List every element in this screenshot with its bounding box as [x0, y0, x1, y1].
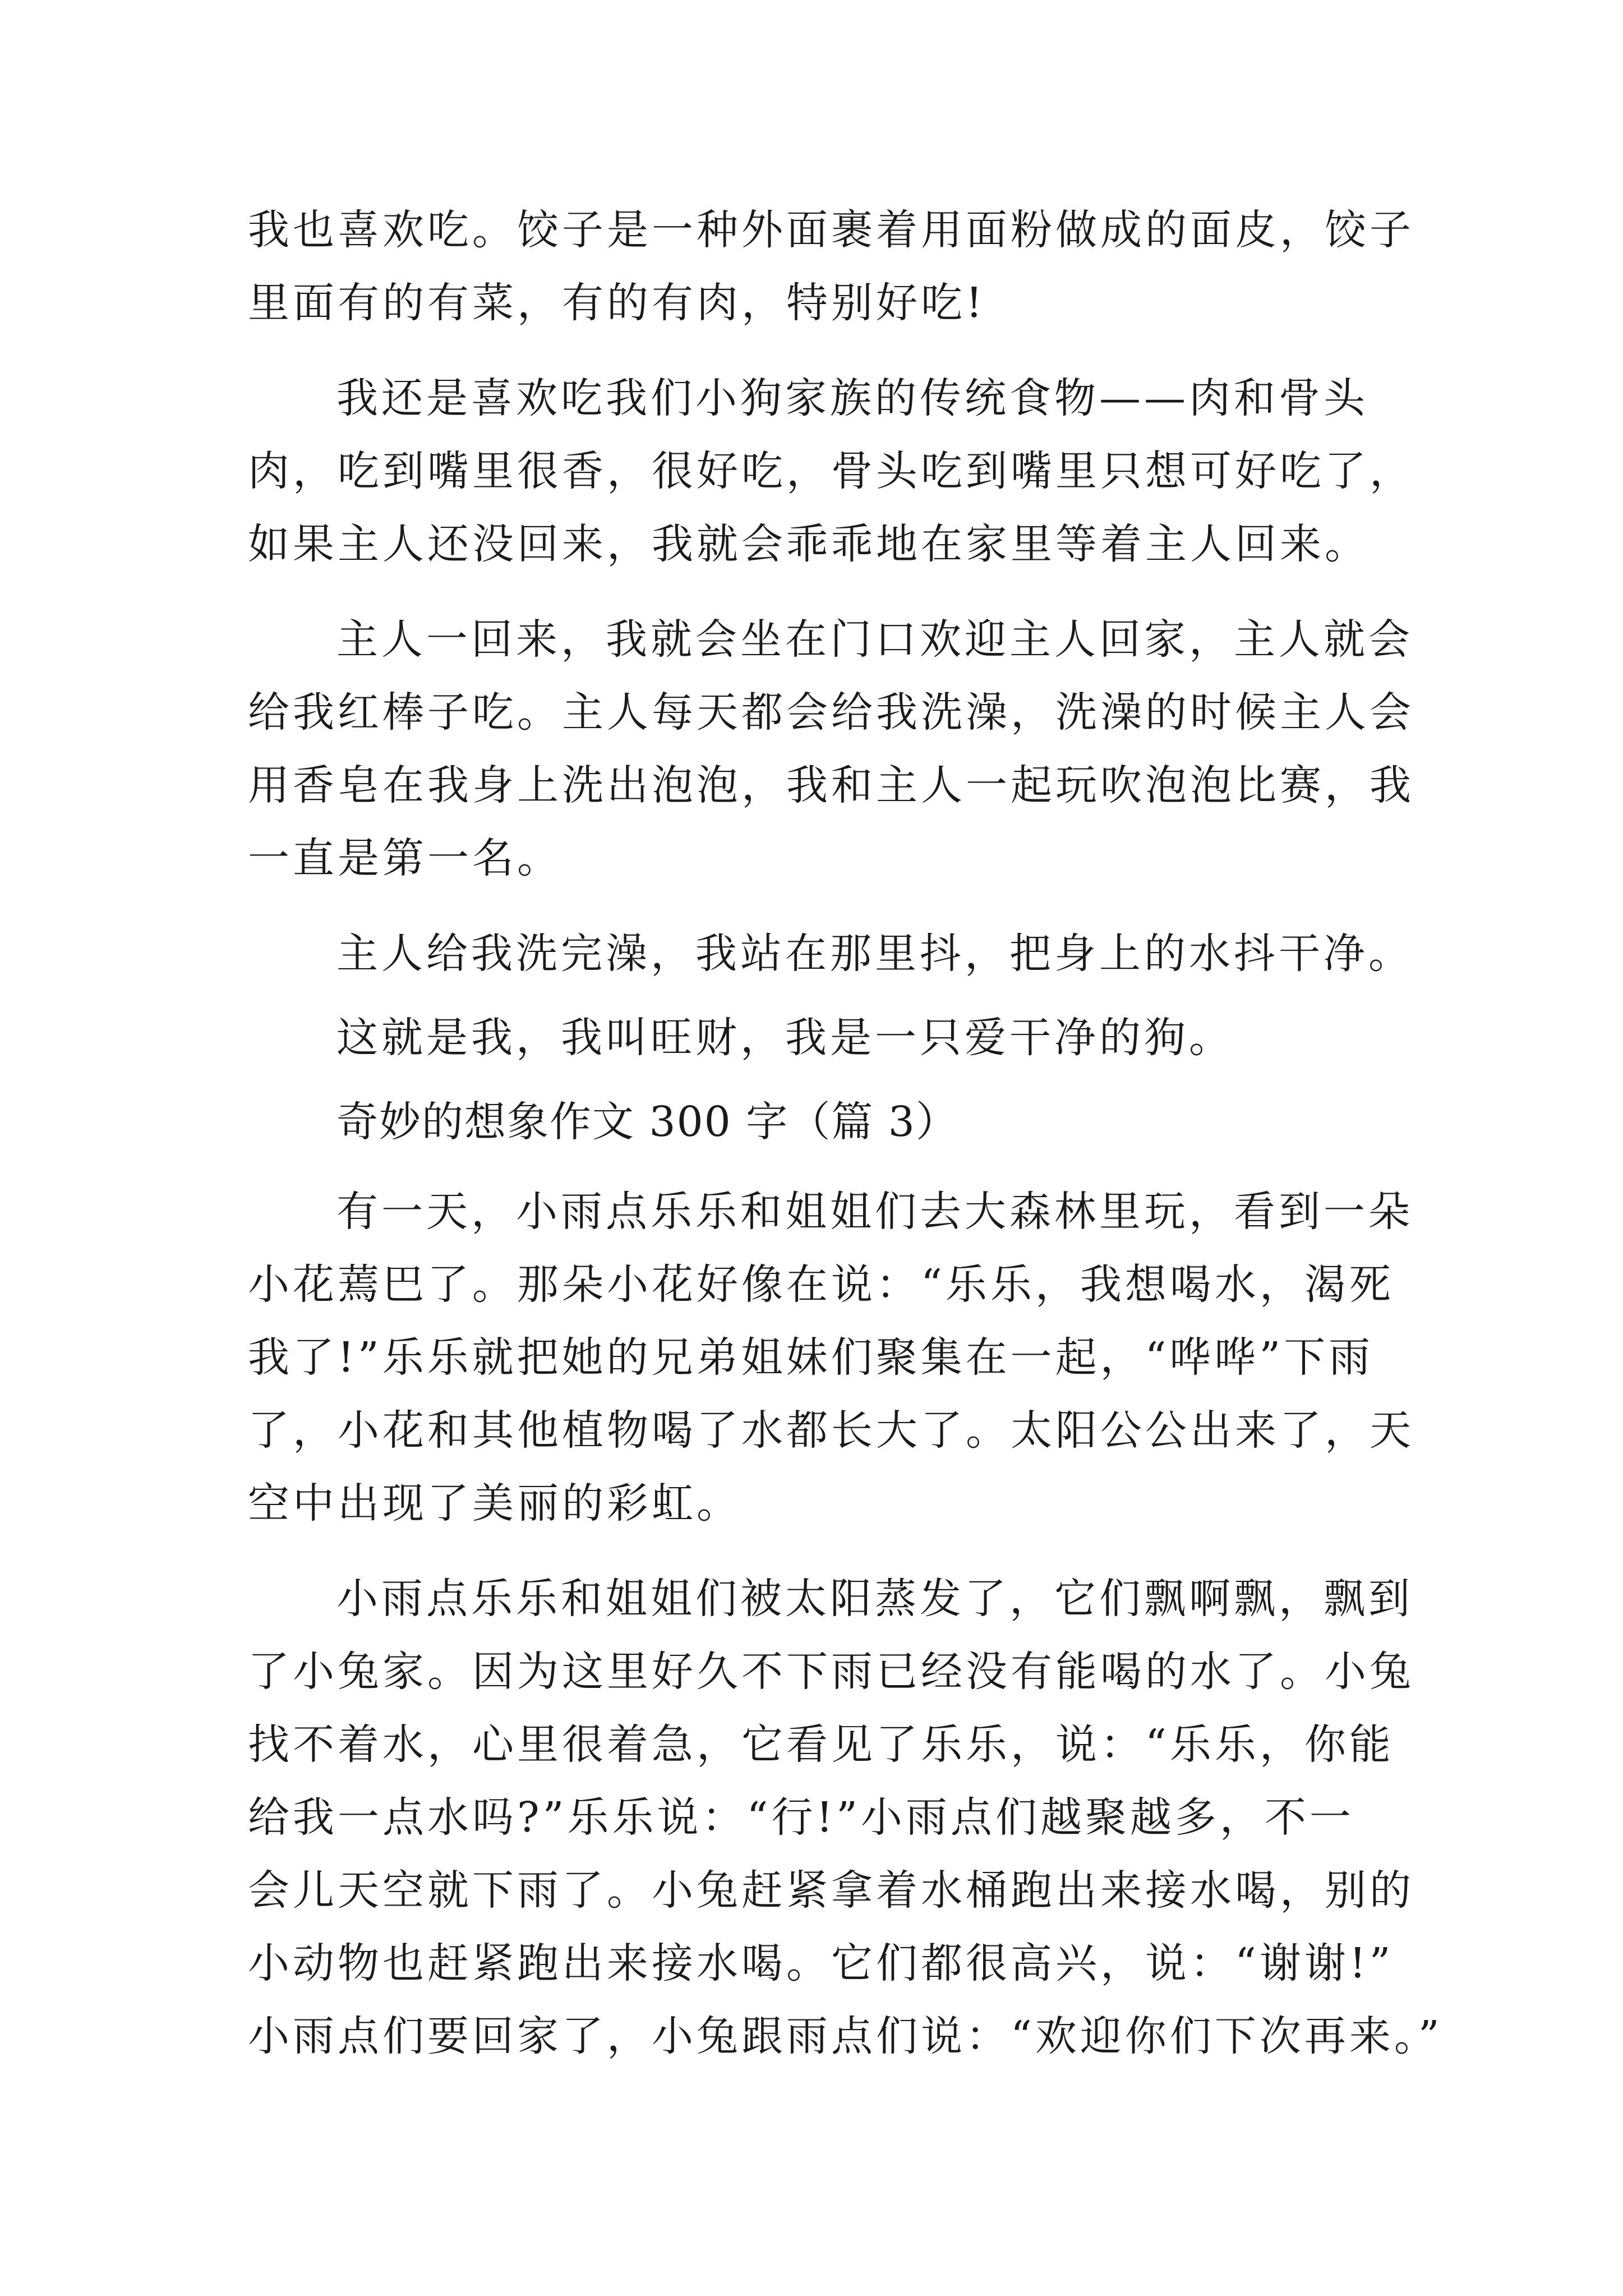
paragraph-start-line: 小雨点乐乐和姐姐们被太阳蒸发了，它们飘啊飘，飘到	[336, 1575, 1413, 1623]
text-line: 了小兔家。因为这里好久不下雨已经没有能喝的水了。小兔	[248, 1648, 1414, 1696]
text-line: 小花蔫巴了。那朵小花好像在说：“乐乐，我想喝水，渴死	[248, 1260, 1394, 1309]
section-heading: 奇妙的想象作文 300 字（篇 3）	[336, 1098, 958, 1146]
text-line: 会儿天空就下雨了。小兔赶紧拿着水桶跑出来接水喝，别的	[248, 1866, 1414, 1915]
paragraph-start-line: 主人给我洗完澡，我站在那里抖，把身上的水抖干净。	[336, 930, 1413, 978]
text-line: 给我红棒子吃。主人每天都会给我洗澡，洗澡的时候主人会	[248, 688, 1414, 737]
text-line: 如果主人还没回来，我就会乖乖地在家里等着主人回来。	[248, 520, 1370, 568]
text-line: 给我一点水吗?”乐乐说：“行!”小雨点们越聚越多，不一	[248, 1793, 1354, 1842]
text-line: 里面有的有菜，有的有肉，特别好吃!	[248, 279, 986, 327]
paragraph-start-line: 这就是我，我叫旺财，我是一只爱干净的狗。	[336, 1014, 1234, 1062]
paragraph-start-line: 有一天，小雨点乐乐和姐姐们去大森林里玩，看到一朵	[336, 1188, 1413, 1236]
paragraph-start-line: 主人一回来，我就会坐在门口欢迎主人回家，主人就会	[336, 615, 1413, 664]
text-line: 小雨点们要回家了，小兔跟雨点们说：“欢迎你们下次再来。”	[248, 2012, 1443, 2060]
text-line: 我了!”乐乐就把她的兄弟姐妹们聚集在一起，“哗哗”下雨	[248, 1333, 1374, 1382]
text-line: 用香皂在我身上洗出泡泡，我和主人一起玩吹泡泡比赛，我	[248, 761, 1414, 809]
text-line: 肉，吃到嘴里很香，很好吃，骨头吃到嘴里只想可好吃了，	[248, 447, 1414, 495]
text-line: 小动物也赶紧跑出来接水喝。它们都很高兴，说：“谢谢!”	[248, 1939, 1394, 1987]
text-line: 我也喜欢吃。饺子是一种外面裹着用面粉做成的面皮，饺子	[248, 206, 1414, 254]
text-line: 空中出现了美丽的彩虹。	[248, 1479, 741, 1527]
text-line: 找不着水，心里很着急，它看见了乐乐，说：“乐乐，你能	[248, 1720, 1394, 1769]
text-line: 了，小花和其他植物喝了水都长大了。太阳公公出来了，天	[248, 1406, 1414, 1455]
text-line: 一直是第一名。	[248, 834, 562, 882]
paragraph-start-line: 我还是喜欢吃我们小狗家族的传统食物——肉和骨头	[336, 374, 1368, 422]
